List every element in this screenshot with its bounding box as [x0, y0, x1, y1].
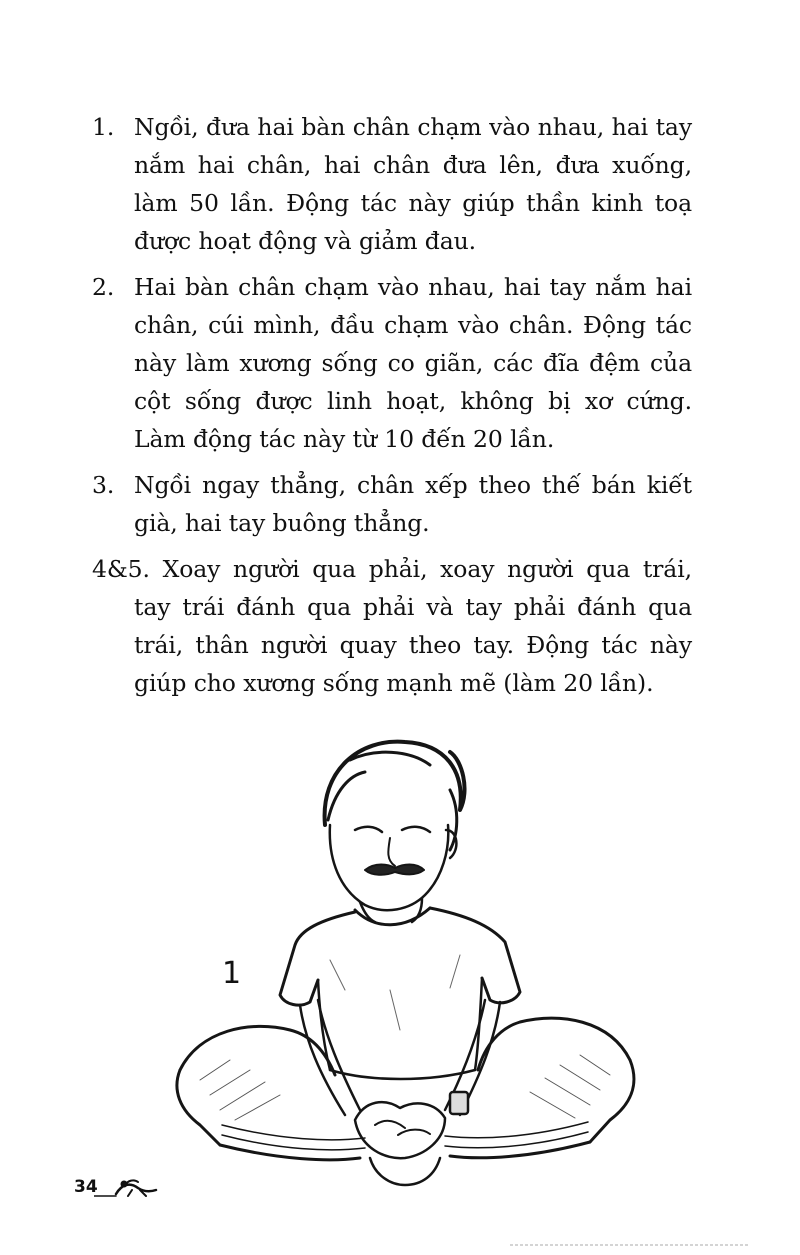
running-figure-ornament-icon [94, 1176, 158, 1198]
instruction-text: Hai bàn chân chạm vào nhau, hai tay nắm hai chân, cúi mình, đầu chạm vào chân. Động tác này làm xương sống co giãn, các đĩa đệm của cột sống được linh hoạt, không bị xơ cứng. Làm động tác này từ 10 đến 20 lần. [134, 273, 692, 453]
instruction-number: 4&5. [92, 555, 150, 583]
figure-label: 1 [222, 956, 242, 991]
instruction-item-1 [92, 108, 692, 260]
scan-edge-rule [510, 1244, 750, 1246]
instruction-number: 2. [92, 273, 115, 301]
instruction-item-4 [92, 550, 692, 702]
seated-exercise-illustration [160, 730, 650, 1210]
instruction-text: Ngồi ngay thẳng, chân xếp theo thế bán kiết già, hai tay buông thẳng. [134, 471, 692, 537]
instruction-item-3 [92, 466, 692, 542]
instruction-body: Xoay người qua phải, xoay người qua trái, tay trái đánh qua phải và tay phải đánh qua trái, thân người quay theo tay. Động tác này giúp cho xương sống mạnh mẽ (làm 20 lần). [134, 555, 692, 697]
instruction-item-2 [92, 268, 692, 458]
instruction-number: 3. [92, 471, 115, 499]
page-number: 34 [74, 1177, 98, 1197]
instruction-text [92, 550, 692, 702]
instruction-text: Ngồi, đưa hai bàn chân chạm vào nhau, hai tay nắm hai chân, hai chân đưa lên, đưa xuống, làm 50 lần. Động tác này giúp thần kinh toạ được hoạt động và giảm đau. [134, 113, 692, 255]
instruction-list [92, 108, 692, 710]
instruction-number: 1. [92, 113, 115, 141]
